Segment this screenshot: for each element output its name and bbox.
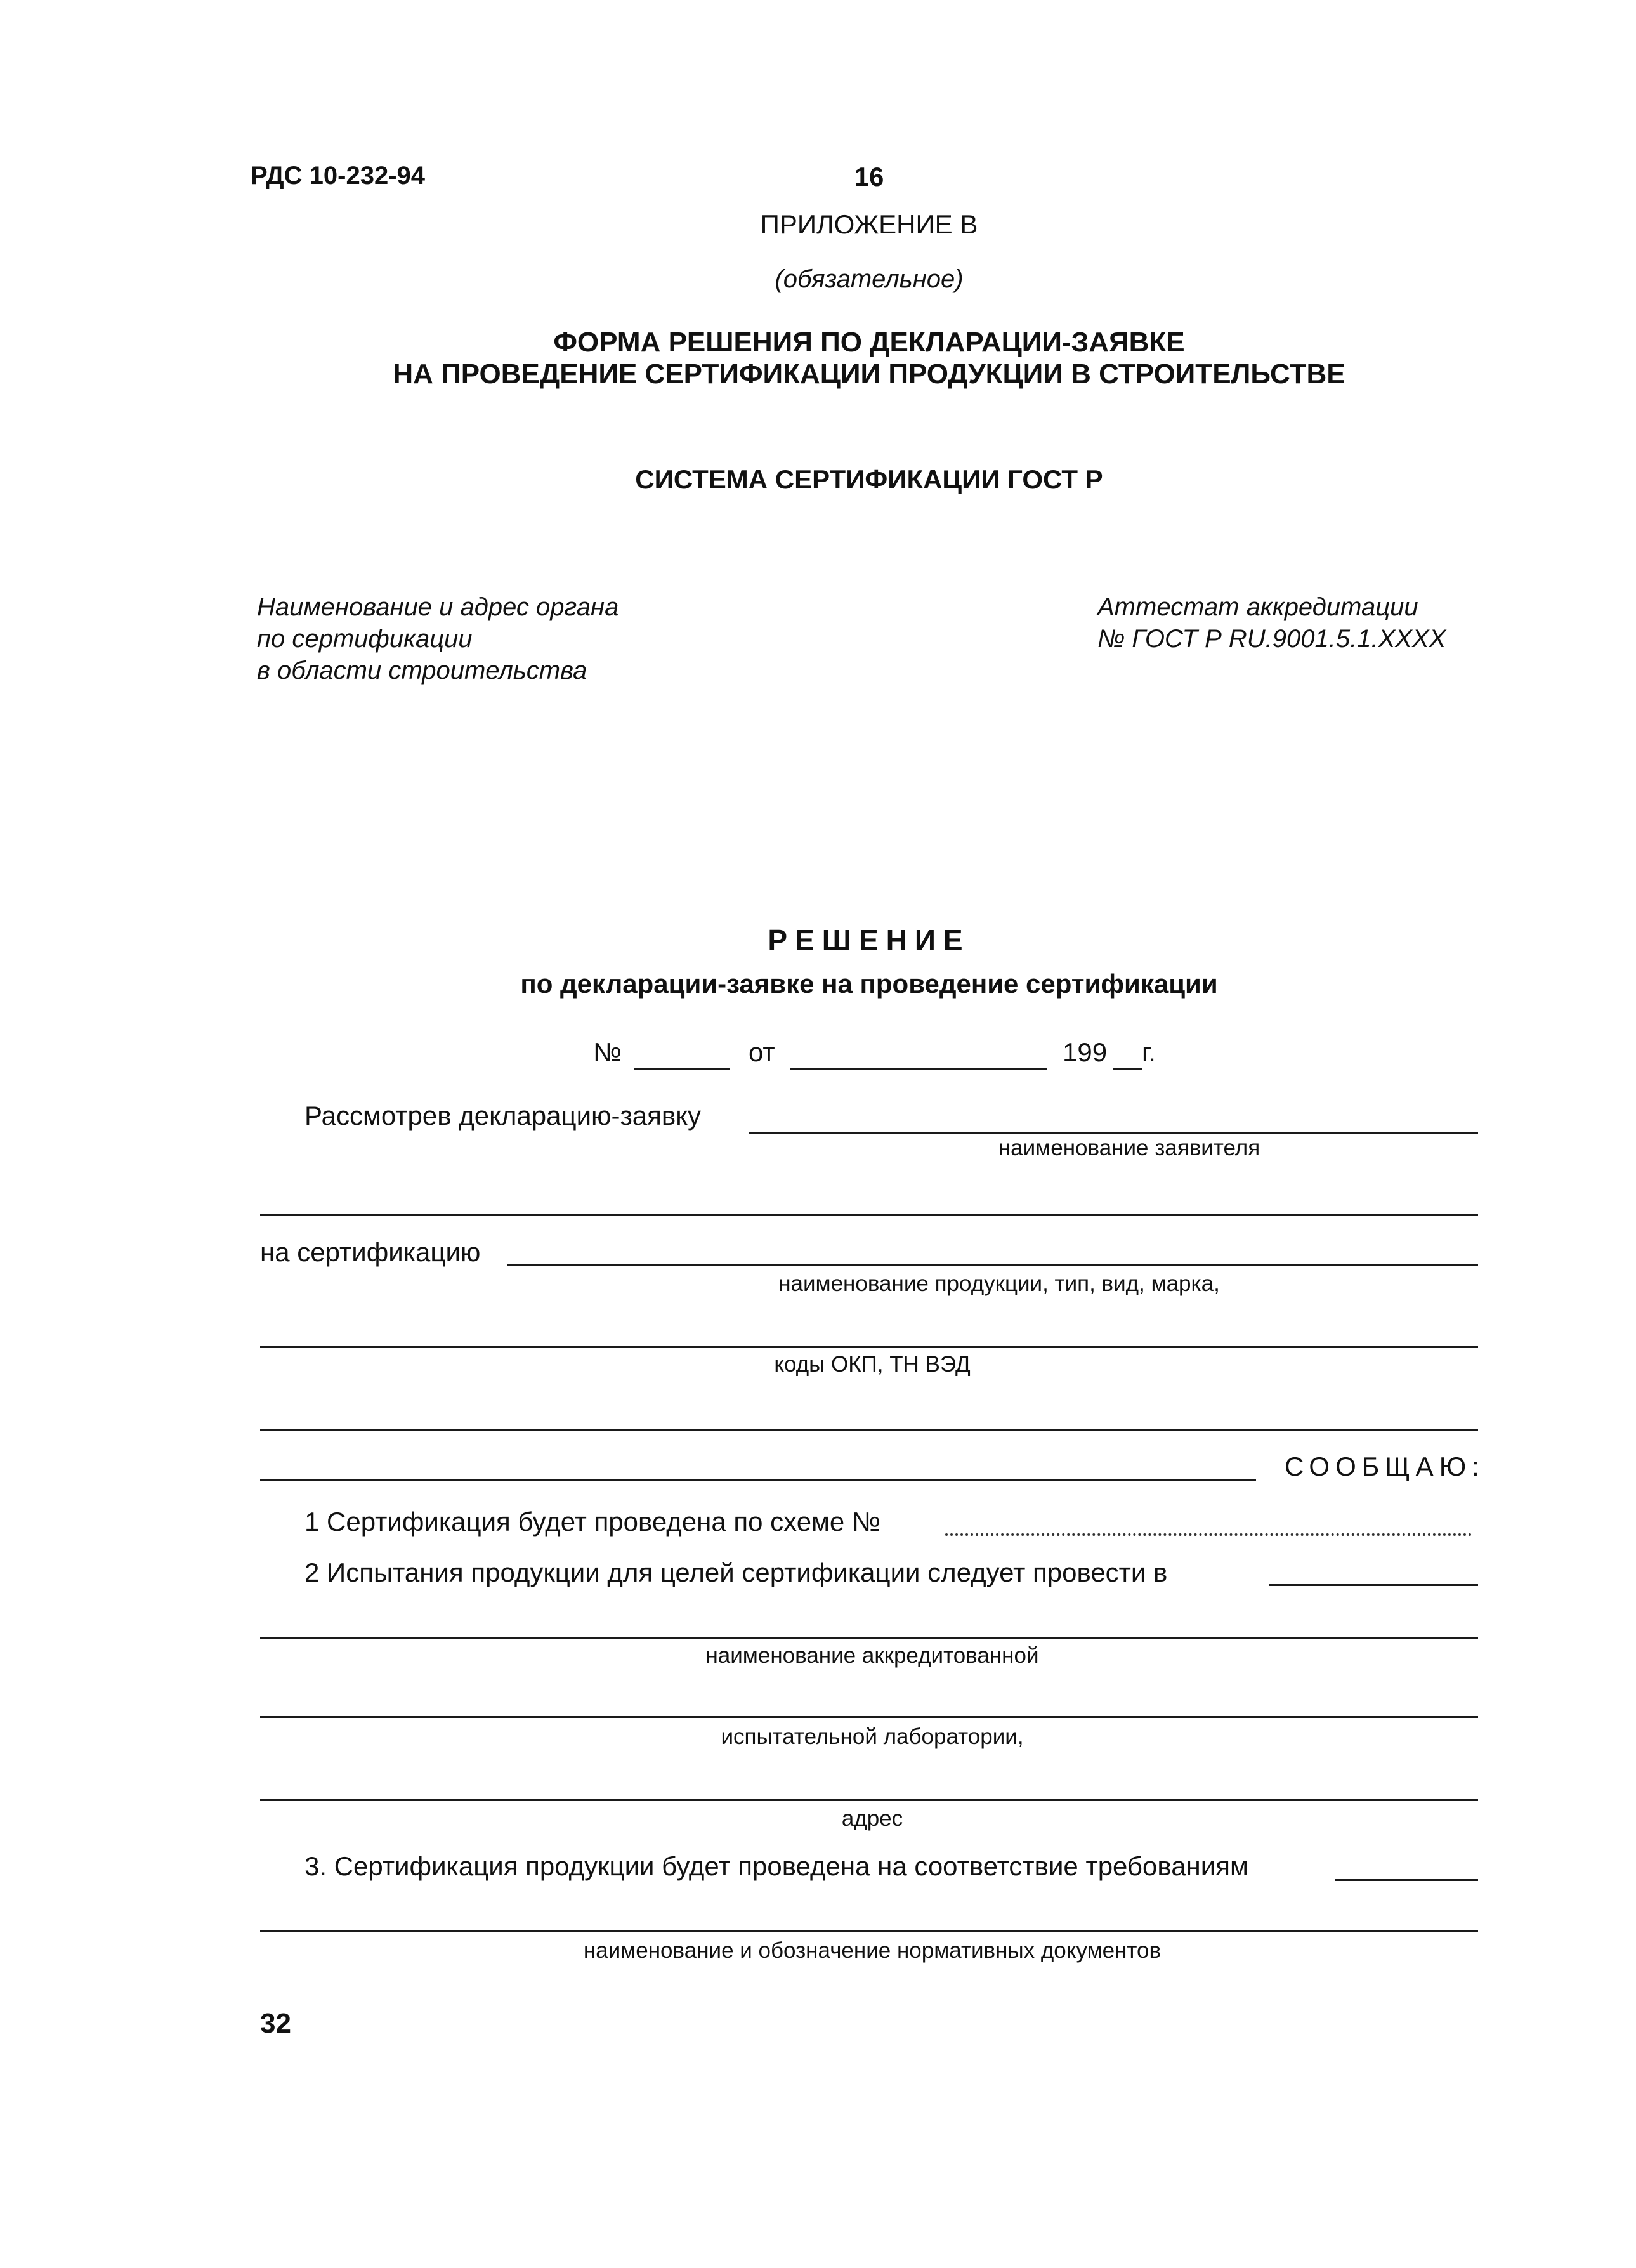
lab-caption-1: наименование аккредитованной: [705, 1643, 1039, 1668]
decision-subheading: по декларации-заявке на проведение сертификации: [520, 969, 1218, 999]
requirements-field-line: [1335, 1879, 1478, 1881]
address-caption: адрес: [841, 1806, 903, 1831]
year-prefix: 199: [1063, 1037, 1108, 1067]
lab-caption-2: испытательной лаборатории,: [721, 1724, 1024, 1749]
accreditation-number: № ГОСТ Р RU.9001.5.1.XXXX: [1097, 625, 1446, 653]
lab-field-line-3: [260, 1716, 1478, 1718]
lab-field-line-2: [260, 1637, 1478, 1639]
item3-text: 3. Сертификация продукции будет проведена на соответствие требованиям: [304, 1851, 1248, 1881]
year-field-line: [1113, 1068, 1142, 1070]
inform-field-line: [260, 1479, 1256, 1481]
requirements-field-line-2: [260, 1930, 1478, 1932]
system-title: СИСТЕМА СЕРТИФИКАЦИИ ГОСТ Р: [635, 464, 1103, 494]
org-name-line2: по сертификации: [257, 625, 473, 653]
reviewed-label: Рассмотрев декларацию-заявку: [304, 1101, 702, 1131]
appendix-subtitle: (обязательное): [775, 265, 964, 293]
org-name-line1: Наименование и адрес органа: [257, 593, 619, 621]
form-title-line1: ФОРМА РЕШЕНИЯ ПО ДЕКЛАРАЦИИ-ЗАЯВКЕ: [553, 327, 1185, 358]
org-name-line3: в области строительства: [257, 657, 587, 685]
accreditation-label: Аттестат аккредитации: [1097, 593, 1418, 621]
item1-text: 1 Сертификация будет проведена по схеме №: [304, 1507, 881, 1537]
certification-label: на сертификацию: [260, 1237, 481, 1267]
date-label: от: [749, 1037, 775, 1067]
form-title-line2: НА ПРОВЕДЕНИЕ СЕРТИФИКАЦИИ ПРОДУКЦИИ В СТРОИТЕЛЬСТВЕ: [393, 358, 1345, 390]
doc-code: РДС 10-232-94: [251, 162, 426, 190]
top-page-number: 16: [854, 162, 884, 192]
applicant-caption: наименование заявителя: [998, 1136, 1260, 1160]
address-field-line: [260, 1799, 1478, 1801]
date-field-line: [790, 1068, 1047, 1070]
number-label: №: [593, 1037, 622, 1067]
codes-field-line: [260, 1429, 1478, 1431]
applicant-field-line-2: [260, 1214, 1478, 1216]
applicant-field-line: [749, 1132, 1478, 1134]
product-field-line: [507, 1264, 1478, 1266]
appendix-title: ПРИЛОЖЕНИЕ В: [760, 209, 978, 239]
year-suffix: г.: [1142, 1037, 1156, 1067]
decision-heading: РЕШЕНИЕ: [768, 924, 971, 957]
product-field-line-2: [260, 1346, 1478, 1348]
scheme-number-dotted-line: [945, 1533, 1472, 1536]
docs-caption: наименование и обозначение нормативных документов: [583, 1938, 1162, 1963]
number-field-line: [634, 1068, 730, 1070]
inform-label: СООБЩАЮ:: [1285, 1452, 1485, 1481]
codes-caption: коды ОКП, ТН ВЭД: [774, 1352, 971, 1377]
page-number: 32: [260, 2008, 291, 2039]
product-caption: наименование продукции, тип, вид, марка,: [778, 1271, 1220, 1296]
item2-text: 2 Испытания продукции для целей сертификации следует провести в: [304, 1557, 1168, 1587]
lab-field-line: [1269, 1584, 1478, 1586]
